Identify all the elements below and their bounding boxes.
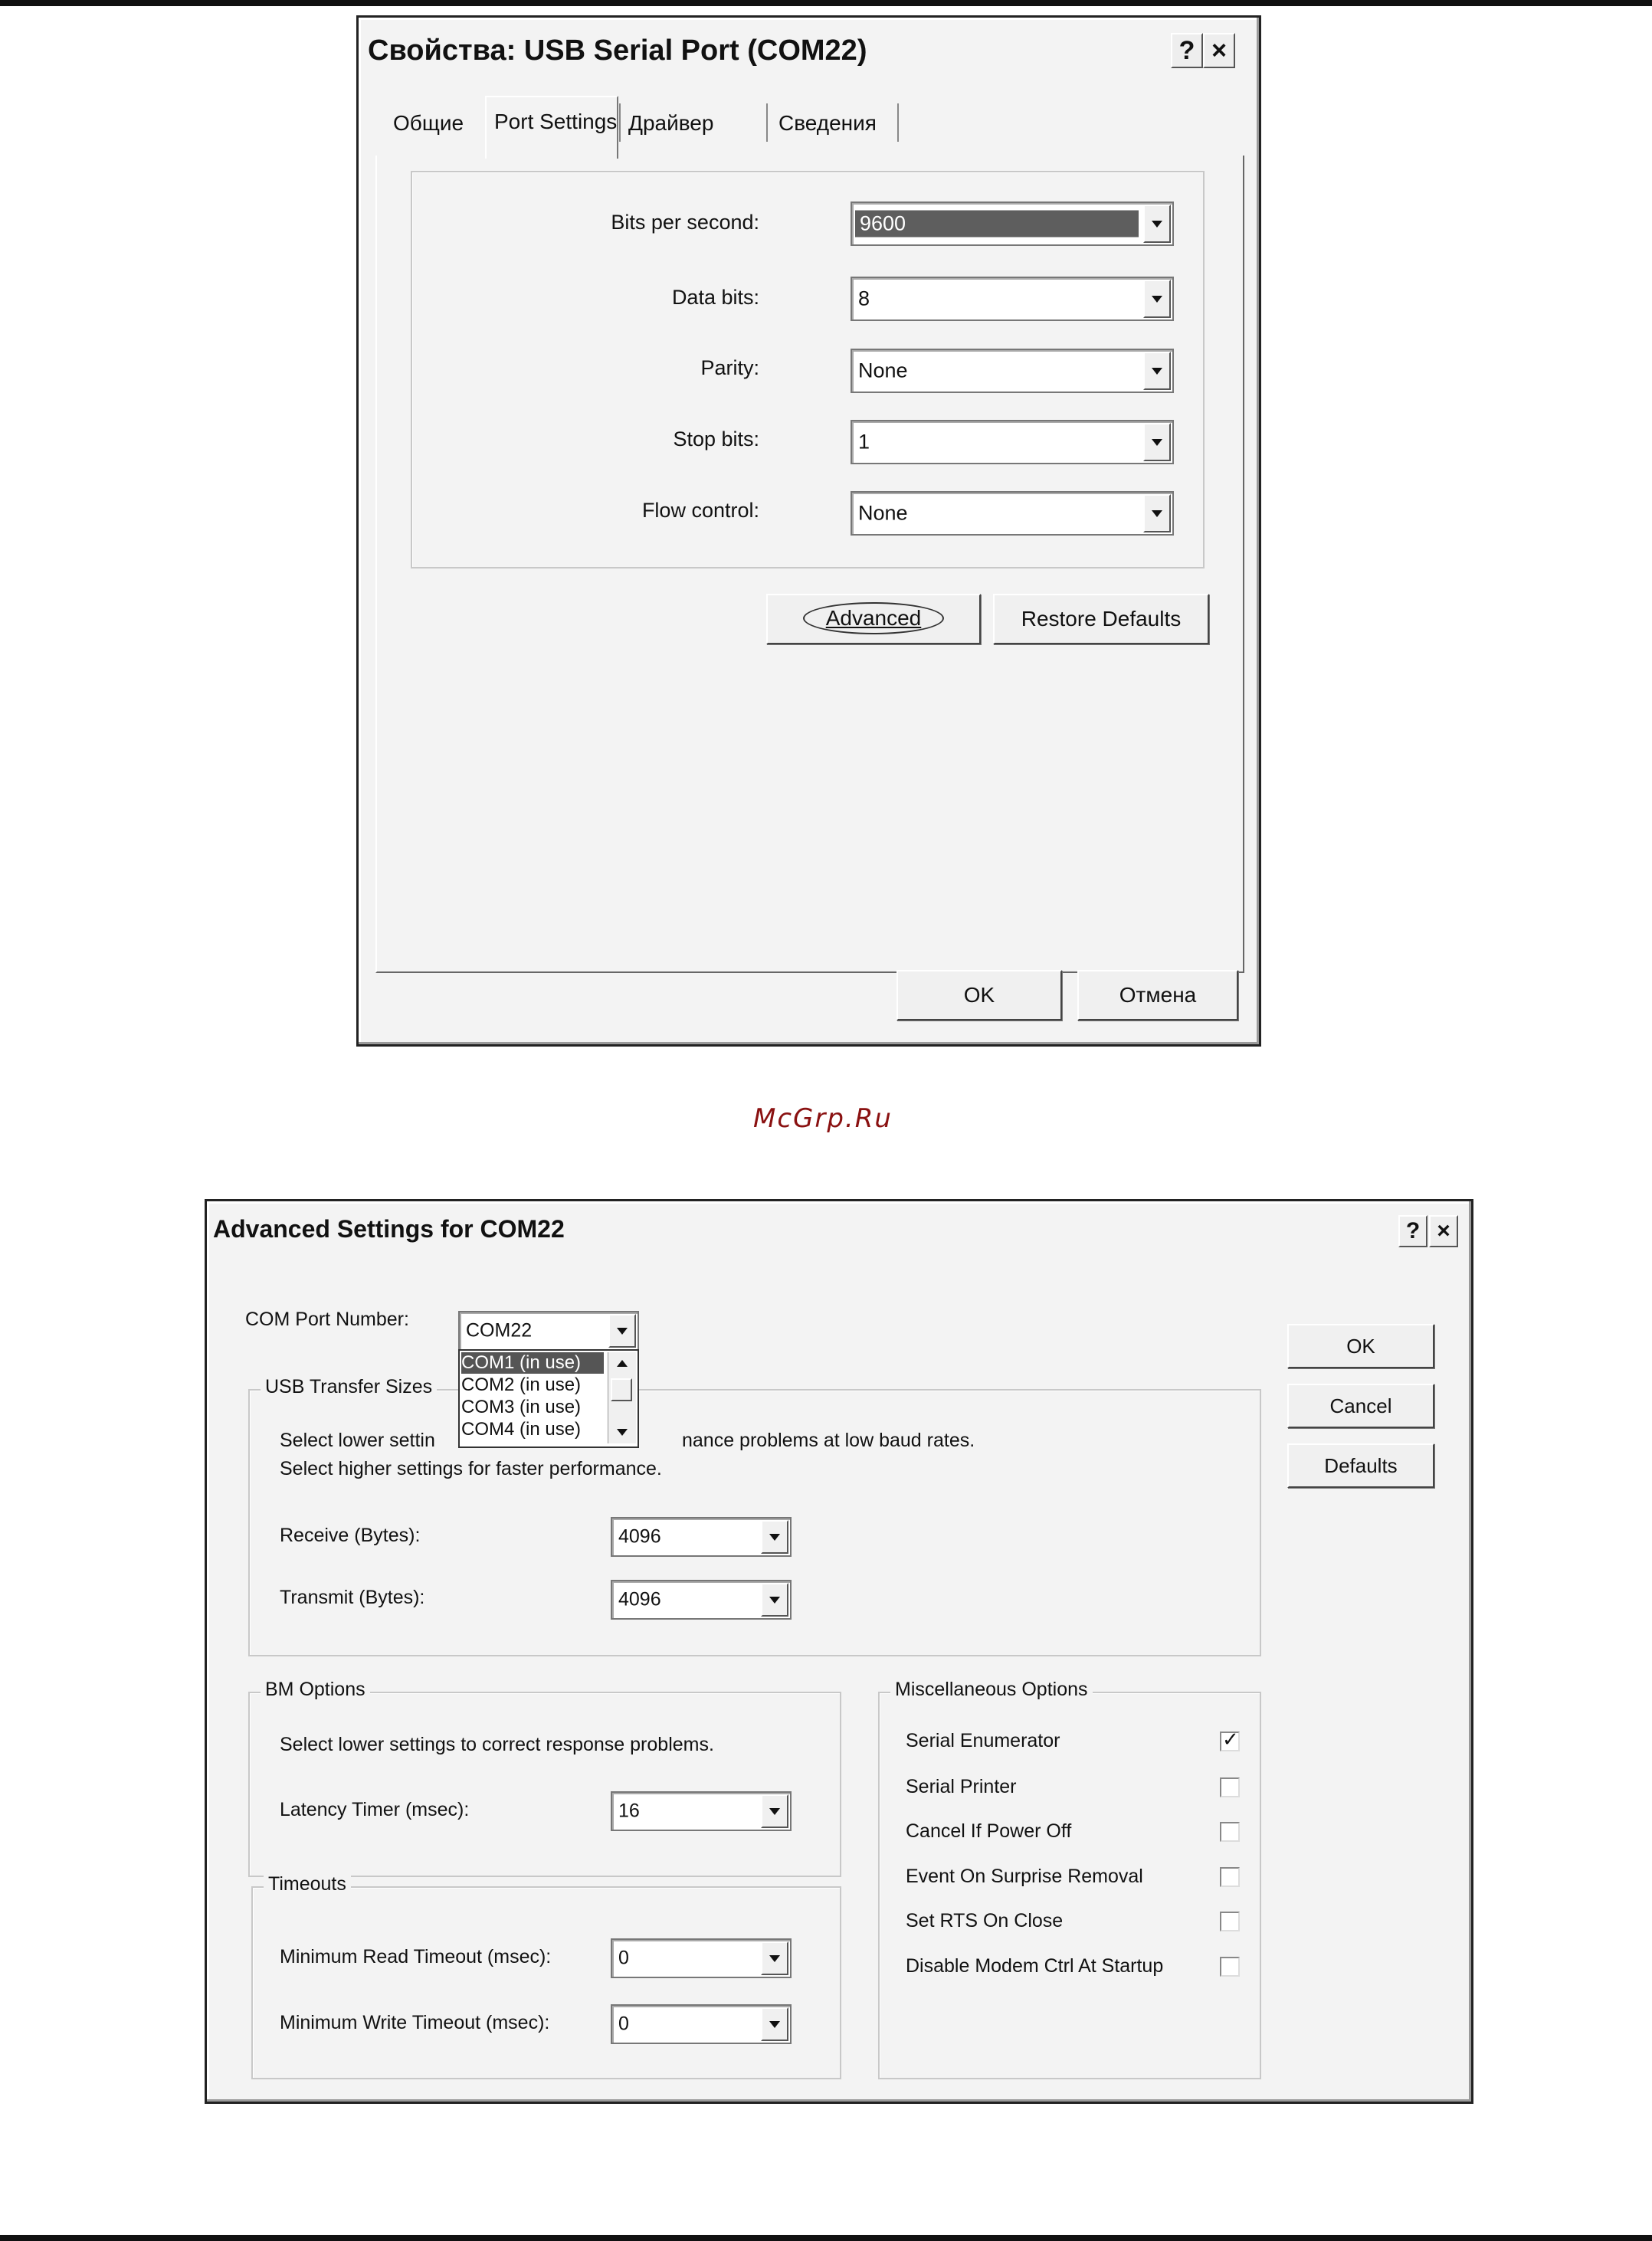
serial-printer-checkbox[interactable]	[1220, 1777, 1240, 1797]
advanced-button-label: Advanced	[803, 602, 945, 634]
ok-button[interactable]: OK	[1287, 1324, 1434, 1368]
restore-defaults-button[interactable]: Restore Defaults	[993, 594, 1209, 644]
min-read-timeout-label: Minimum Read Timeout (msec):	[280, 1946, 552, 1967]
tab-separator	[766, 103, 768, 142]
min-read-timeout-value: 0	[618, 1947, 629, 1969]
receive-value: 4096	[618, 1525, 661, 1548]
tab-details[interactable]: Сведения	[778, 111, 877, 135]
tab-driver[interactable]: Драйвер	[628, 111, 714, 135]
latency-value: 16	[618, 1800, 640, 1822]
dialog-title: Свойства: USB Serial Port (COM22)	[368, 34, 867, 67]
bits-per-second-label: Bits per second:	[611, 211, 759, 234]
set-rts-on-close-checkbox[interactable]	[1220, 1912, 1240, 1931]
usb-help-text-2: Select higher settings for faster performance.	[280, 1458, 662, 1479]
ok-button[interactable]: OK	[896, 970, 1062, 1021]
chevron-down-icon[interactable]	[1143, 352, 1171, 390]
flow-control-value: None	[858, 501, 908, 525]
serial-enumerator-checkbox[interactable]	[1220, 1732, 1240, 1751]
chevron-down-icon[interactable]	[761, 1941, 788, 1975]
scroll-up-icon[interactable]	[617, 1360, 628, 1367]
chevron-down-icon[interactable]	[1143, 280, 1171, 318]
parity-label: Parity:	[700, 356, 759, 379]
bm-help-text: Select lower settings to correct response problems.	[280, 1734, 714, 1755]
tab-port-settings[interactable]	[485, 96, 618, 159]
com-properties-dialog	[356, 15, 1261, 1047]
list-item[interactable]: COM1 (in use)	[461, 1352, 604, 1374]
top-rule	[0, 0, 1652, 6]
chevron-down-icon[interactable]	[608, 1314, 636, 1348]
stop-bits-select[interactable]	[851, 420, 1174, 464]
chevron-down-icon[interactable]	[1143, 494, 1171, 532]
com-port-value: COM22	[466, 1319, 533, 1342]
data-bits-label: Data bits:	[671, 286, 759, 309]
misc-options-title: Miscellaneous Options	[890, 1679, 1093, 1701]
misc-option-label: Disable Modem Ctrl At Startup	[906, 1955, 1164, 1977]
chevron-down-icon[interactable]	[1143, 205, 1171, 243]
chevron-down-icon[interactable]	[1143, 423, 1171, 461]
list-item[interactable]: COM2 (in use)	[461, 1374, 582, 1395]
disable-modem-ctrl-checkbox[interactable]	[1220, 1957, 1240, 1977]
tab-separator	[897, 103, 899, 142]
chevron-down-icon[interactable]	[761, 1794, 788, 1828]
help-button[interactable]: ?	[1398, 1215, 1427, 1247]
receive-select[interactable]	[611, 1517, 792, 1557]
timeouts-group	[251, 1886, 841, 2079]
cancel-if-power-off-checkbox[interactable]	[1220, 1822, 1240, 1842]
bm-options-group	[248, 1692, 841, 1877]
transmit-select[interactable]	[611, 1580, 792, 1620]
watermark: McGrp.Ru	[753, 1103, 893, 1134]
transmit-label: Transmit (Bytes):	[280, 1587, 425, 1608]
list-item[interactable]: COM3 (in use)	[461, 1397, 582, 1417]
com-port-number-label: COM Port Number:	[245, 1309, 409, 1330]
close-button[interactable]: ×	[1429, 1215, 1458, 1247]
chevron-down-icon[interactable]	[761, 1583, 788, 1617]
scroll-thumb[interactable]	[611, 1378, 632, 1401]
com-port-dropdown-list	[458, 1349, 639, 1448]
misc-option-label: Serial Enumerator	[906, 1730, 1060, 1751]
close-button[interactable]: ×	[1203, 33, 1235, 68]
receive-label: Receive (Bytes):	[280, 1525, 421, 1546]
cancel-button[interactable]: Cancel	[1287, 1384, 1434, 1428]
defaults-button[interactable]: Defaults	[1287, 1443, 1434, 1488]
misc-option-label: Event On Surprise Removal	[906, 1866, 1143, 1887]
latency-select[interactable]	[611, 1791, 792, 1831]
misc-option-label: Set RTS On Close	[906, 1910, 1064, 1931]
data-bits-select[interactable]	[851, 277, 1174, 321]
usb-help-text-1a: Select lower settin	[280, 1430, 435, 1451]
bm-options-title: BM Options	[261, 1679, 370, 1701]
chevron-down-icon[interactable]	[761, 1520, 788, 1554]
cancel-button[interactable]: Отмена	[1077, 970, 1238, 1021]
min-write-timeout-label: Minimum Write Timeout (msec):	[280, 2012, 550, 2033]
min-read-timeout-select[interactable]	[611, 1938, 792, 1978]
dropdown-scrollbar[interactable]	[608, 1352, 636, 1443]
tab-port-settings-label: Port Settings	[494, 110, 618, 133]
tab-general[interactable]: Общие	[393, 111, 464, 135]
misc-option-label: Cancel If Power Off	[906, 1820, 1072, 1842]
transmit-value: 4096	[618, 1588, 661, 1610]
help-button[interactable]: ?	[1171, 33, 1203, 68]
min-write-timeout-select[interactable]	[611, 2004, 792, 2044]
bits-per-second-value: 9600	[855, 211, 1139, 238]
parity-value: None	[858, 359, 908, 382]
dialog-title: Advanced Settings for COM22	[213, 1215, 565, 1243]
advanced-settings-dialog	[205, 1199, 1473, 2104]
misc-option-label: Serial Printer	[906, 1776, 1017, 1797]
scroll-down-icon[interactable]	[617, 1429, 628, 1436]
advanced-button[interactable]	[766, 594, 981, 644]
latency-label: Latency Timer (msec):	[280, 1799, 470, 1820]
bits-per-second-select[interactable]	[851, 201, 1174, 246]
tab-separator	[619, 103, 621, 142]
stop-bits-label: Stop bits:	[673, 428, 759, 450]
timeouts-title: Timeouts	[264, 1873, 351, 1895]
flow-control-select[interactable]	[851, 491, 1174, 536]
bottom-rule	[0, 2235, 1652, 2241]
data-bits-value: 8	[858, 287, 870, 310]
list-item[interactable]: COM4 (in use)	[461, 1419, 582, 1440]
event-on-surprise-removal-checkbox[interactable]	[1220, 1867, 1240, 1887]
chevron-down-icon[interactable]	[761, 2007, 788, 2041]
flow-control-label: Flow control:	[641, 499, 759, 522]
parity-select[interactable]	[851, 349, 1174, 393]
com-port-select[interactable]	[458, 1311, 639, 1351]
stop-bits-value: 1	[858, 430, 870, 454]
usb-help-text-1b: nance problems at low baud rates.	[682, 1430, 975, 1451]
usb-transfer-sizes-title: USB Transfer Sizes	[261, 1376, 437, 1398]
min-write-timeout-value: 0	[618, 2013, 629, 2035]
